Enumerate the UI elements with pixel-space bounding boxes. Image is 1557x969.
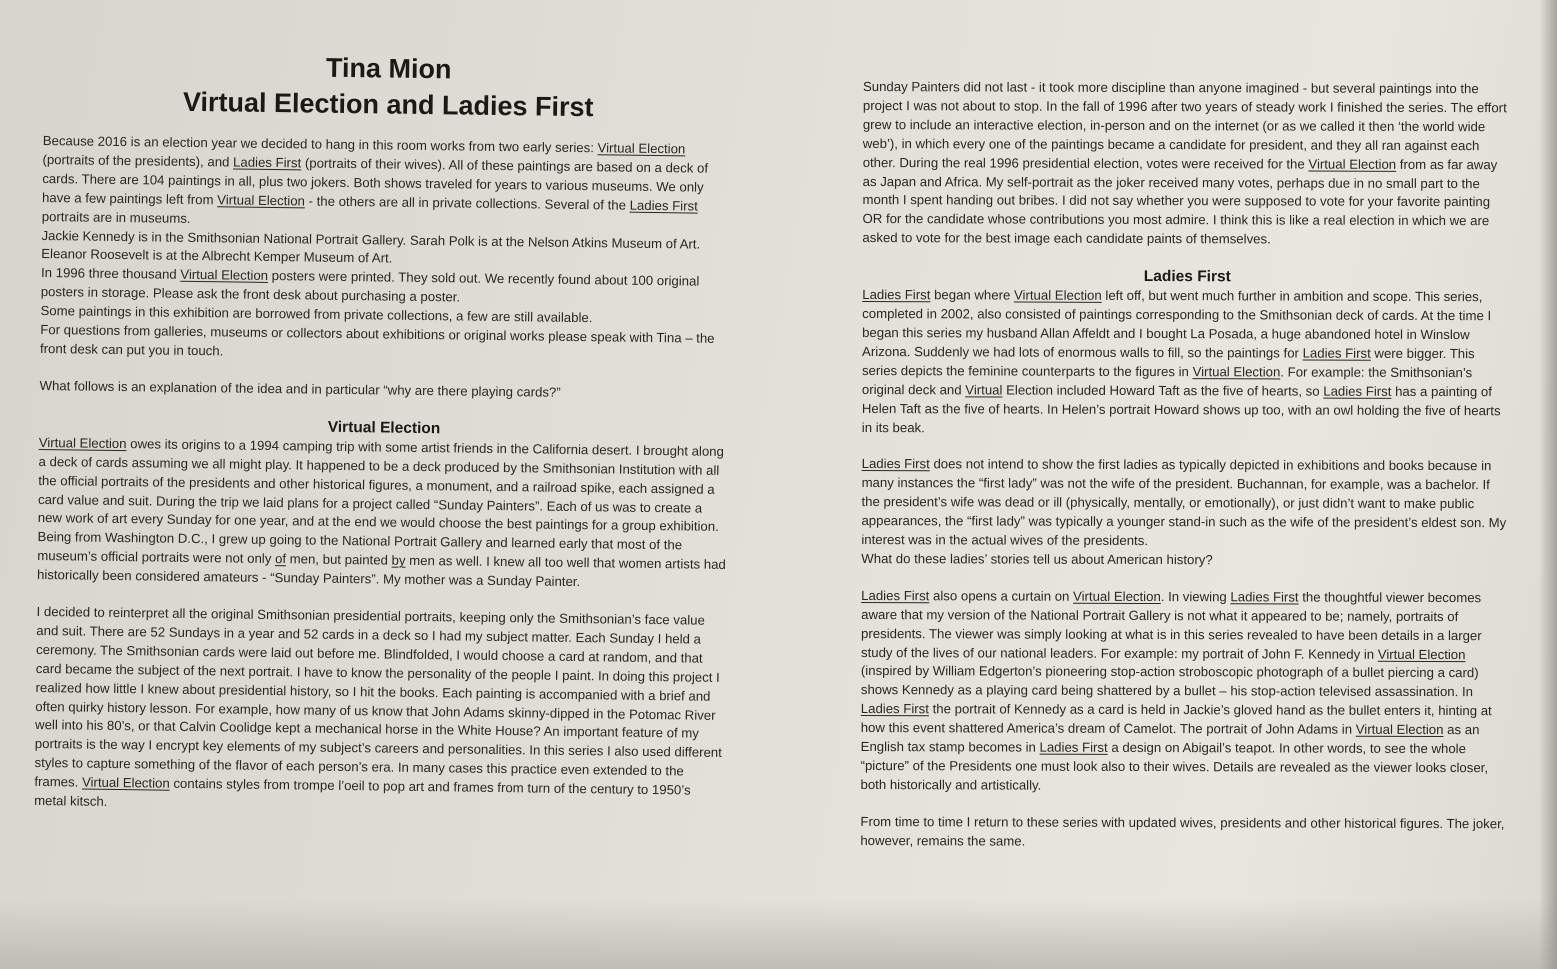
underlined-title: Virtual Election: [597, 140, 686, 157]
underlined-title: Ladies First: [861, 456, 930, 472]
underlined-title: by: [391, 552, 406, 568]
underlined-title: Virtual Election: [81, 774, 170, 791]
intro-paragraph: Some paintings in this exhibition are borrowed from private collections, a few are still available.: [40, 303, 593, 326]
section-heading-ladies-first: Ladies First: [1143, 268, 1231, 286]
lead-in-paragraph: What follows is an explanation of the idea and in particular “why are there playing cards?”: [39, 377, 561, 400]
body-paragraph: Virtual Election owes its origins to a 1994 camping trip with some artist friends in the California desert. I brought along a deck of cards assuming we all might play. It happened to be a deck produced by the Smithsonian Institution with all the official portraits of the presidents and other historical figures, a monument, and a railroad spike, each assigned a card value and suit. During the trip we laid plans for a project called “Sunday Painters”. Each of us was to create a new work of art every Sunday for one year, and at the end we would choose the best paintings for a group exhibition. Being from Washington D.C., I grew up going to the National Portrait Gallery and learned early that most of the museum’s official portraits were not only of men, but painted by men as well. I knew all too well that women artists had historically been considered amateurs - “Sunday Painters”. My mother was a Sunday Painter.: [36, 434, 726, 590]
section-heading-virtual-election: Virtual Election: [327, 418, 441, 438]
underlined-title: Ladies First: [232, 154, 302, 171]
intro-paragraph: Jackie Kennedy is in the Smithsonian National Portrait Gallery. Sarah Polk is at the Nelson Atkins Museum of Art. Eleanor Roosevelt is at the Albrecht Kemper Museum of Art.: [41, 227, 701, 267]
underlined-title: Virtual Election: [38, 434, 127, 451]
left-column: [34, 46, 734, 820]
underlined-title: Ladies First: [1039, 739, 1108, 755]
underlined-title: Ladies First: [860, 701, 929, 717]
underlined-title: Ladies First: [1323, 383, 1392, 399]
body-paragraph: Ladies First also opens a curtain on Virtual Election. In viewing Ladies First the thoughtful viewer becomes aware that my version of the National Portrait Gallery is not what it appeared to be; namely, portraits of presidents. The viewer was simply looking at what is in this series revealed to have been details in a larger study of the lives of our national leaders. For example: my portrait of John F. Kennedy in Virtual Election (inspired by William Edgerton’s pioneering stop-action stroboscopic photograph of a bullet piercing a card) shows Kennedy as a playing card being shattered by a bullet – his stop-action televised assassination. In Ladies First the portrait of Kennedy as a card is held in Jackie’s gloved hand as the bullet enters it, hinting at how this event shattered America’s dream of Camelot. The portrait of John Adams in Virtual Election as an English tax stamp becomes in Ladies First a design on Abigail’s teapot. In other words, to see the whole “picture” of the Presidents one must look also to their wives. Details are revealed as the viewer looks closer, both historically and artistically.: [860, 587, 1492, 793]
underlined-title: Virtual Election: [1192, 363, 1281, 380]
underlined-title: Ladies First: [629, 197, 698, 214]
underlined-title: Virtual Election: [1073, 588, 1161, 604]
body-paragraph: Ladies First does not intend to show the first ladies as typically depicted in exhibitions and books because in many instances the “first lady” was not the wife of the president. Buchannan, for example, was a bachelor. If the president’s wife was dead or ill (physically, mentally, or emotionally), or just didn’t want to make public appearances, the “first lady” was typically a younger stand-in such as the wife of the president’s eldest son. My interest was in the actual wives of the presidents.: [861, 456, 1507, 549]
underlined-title: of: [274, 551, 287, 567]
body-paragraph: What do these ladies’ stories tell us about American history?: [861, 550, 1213, 568]
continuation-paragraph: Sunday Painters did not last - it took more discipline than anyone imagined - but several paintings into the project I was not about to stop. In the fall of 1996 after two years of steady work I finished the series. The effort grew to include an interactive election, in-person and on the internet (or as we called it then ‘the world wide web’), in which every one of the paintings became a candidate for president, and they all ran against each other. During the real 1996 presidential election, votes were received for the Virtual Election from as far away as Japan and Africa. My self-portrait as the joker received many votes, perhaps due in no small part to the month I spent handing out bribes. I did not say whether you were supposed to vote for your favorite painting OR for the candidate whose contributions you most admire. I think this is like a real election in which we are asked to vote for the best image each candidate paints of themselves.: [862, 78, 1507, 247]
underlined-title: Virtual Election: [1377, 646, 1466, 662]
intro-paragraph: Because 2016 is an election year we decided to hang in this room works from two early series: Virtual Election (portraits of the presidents), and Ladies First (portraits of their wives). All of these paintings are based on a deck of cards. There are 104 paintings in all, plus two jokers. Both shows traveled for years to various museums. We only have a few paintings left from Virtual Election - the others are all in private collections. Several of the Ladies First portraits are in museums.: [41, 132, 709, 226]
intro-paragraph: For questions from galleries, museums or collectors about exhibitions or original works please speak with Tina – the front desk can put you in touch.: [39, 322, 715, 359]
exhibition-title: Virtual Election and Ladies First: [182, 86, 594, 123]
underlined-title: Virtual Election: [1308, 156, 1397, 172]
underlined-title: Ladies First: [862, 287, 931, 303]
right-column: [860, 78, 1513, 853]
body-paragraph: I decided to reinterpret all the original Smithsonian presidential portraits, keeping only the Smithsonian’s face value and suit. There are 52 Sundays in a year and 52 cards in a deck so I had my subject matter. Each Sunday I held a ceremony. The Smithsonian cards were laid out before me. Blindfolded, I would choose a card at random, and that card became the subject of the next portrait. I have to know the personality of the people I paint. In doing this project I realized how little I knew about presidential history, so I hit the books. Each painting is accompanied with a brief and often quirky history lesson. For example, how many of us know that John Adams skinny-dipped in the Potomac River well into his 80’s, or that Calvin Coolidge kept a mechanical horse in the White House? An important feature of my portraits is the way I encrypt key elements of my subject’s careers and personalities. In this series I also used different styles to capture something of the flavor of each person’s era. In many cases this practice even extended to the frames. Virtual Election contains styles from trompe l’oeil to pop art and frames from turn of the century to 1950’s metal kitsch.: [34, 603, 722, 809]
underlined-title: Virtual Election: [217, 191, 306, 209]
paper-shadow: [0, 899, 1557, 969]
underlined-title: Ladies First: [861, 587, 930, 604]
author-name: Tina Mion: [325, 52, 452, 85]
page-title: [43, 46, 734, 127]
body-paragraph: From time to time I return to these series with updated wives, presidents and other historical figures. The joker, however, remains the same.: [860, 813, 1505, 849]
underlined-title: Virtual Election: [1355, 721, 1444, 738]
body-paragraph: Ladies First began where Virtual Election left off, but went much further in ambition and scope. This series, completed in 2002, also consisted of paintings corresponding to the Smithsonian deck of cards. At the time I began this series my husband Allan Affeldt and I bought La Posada, a huge abandoned hotel in Winslow Arizona. Suddenly we had lots of enormous walls to fill, so the paintings for Ladies First were bigger. This series depicts the feminine counterparts to the figures in Virtual Election. For example: the Smithsonian’s original deck and Virtual Election included Howard Taft as the five of hearts, so Ladies First has a painting of Helen Taft as the five of hearts. In Helen’s portrait Howard shows up too, with an owl holding the five of hearts in its beak.: [861, 287, 1501, 435]
underlined-title: Virtual: [965, 382, 1003, 398]
underlined-title: Ladies First: [1302, 345, 1371, 361]
underlined-title: Virtual Election: [180, 267, 269, 284]
underlined-title: Virtual Election: [1013, 287, 1102, 303]
intro-paragraph: In 1996 three thousand Virtual Election posters were printed. They sold out. We recently found about 100 original posters in storage. Please ask the front desk about purchasing a poster.: [40, 265, 700, 305]
underlined-title: Ladies First: [1230, 589, 1299, 605]
paper-edge-shadow: [1539, 0, 1557, 969]
